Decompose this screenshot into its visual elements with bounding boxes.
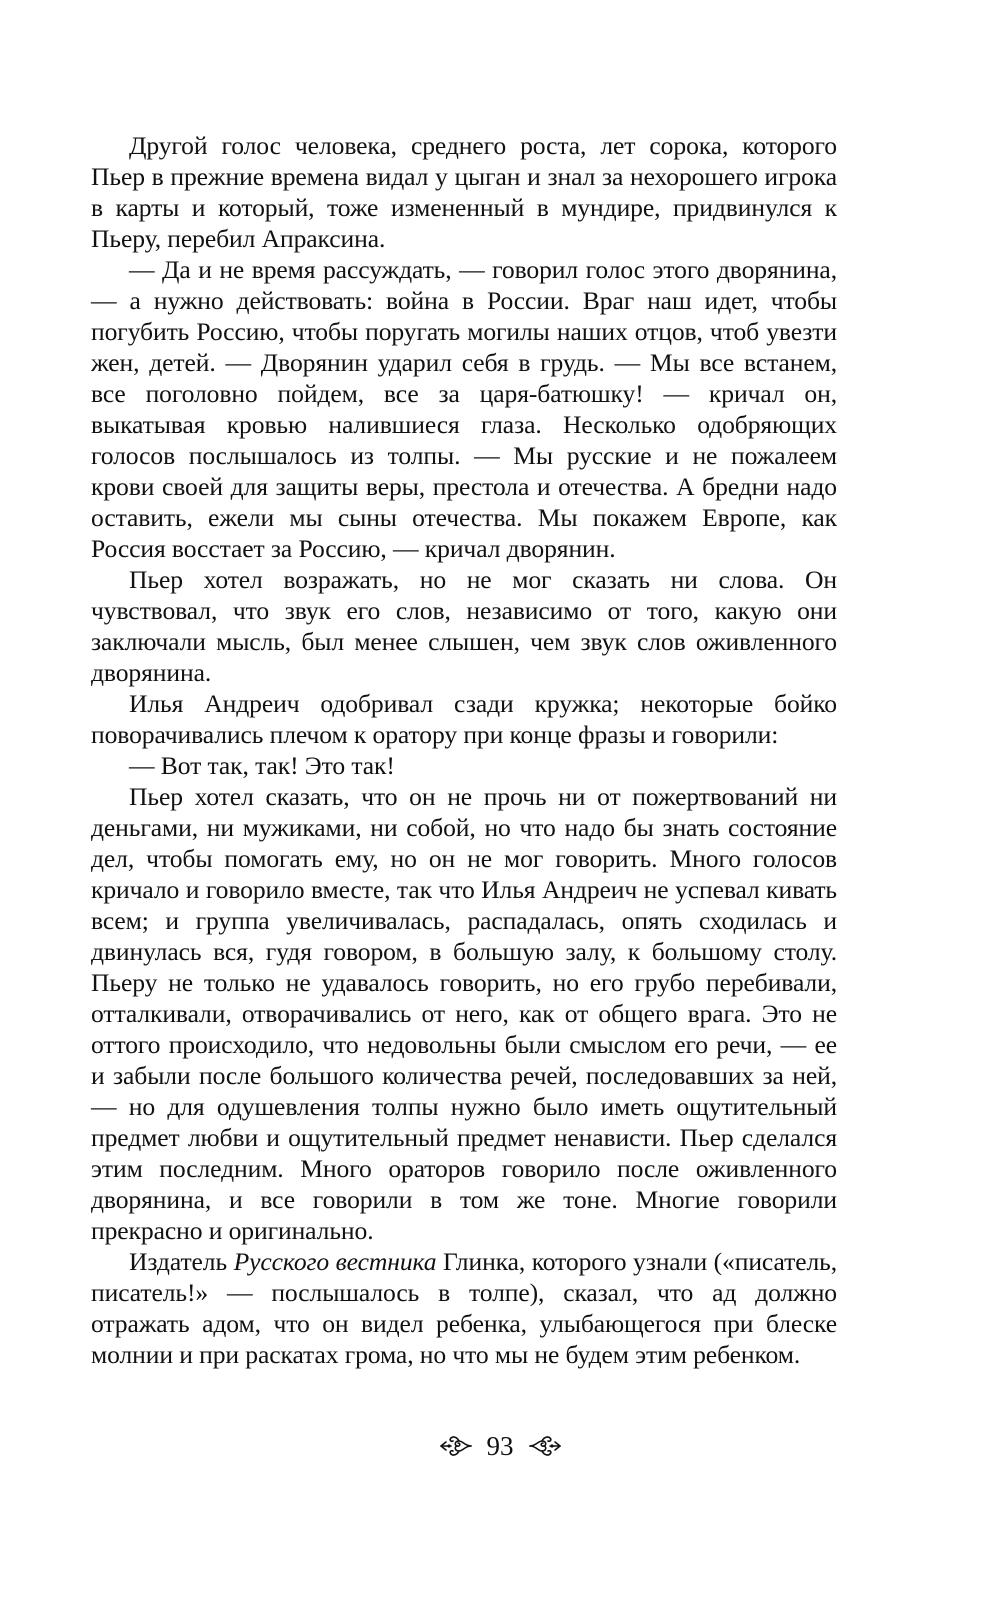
paragraph-last: [91, 1246, 837, 1370]
body-text: [91, 130, 837, 1370]
paragraph: Пьер хотел сказать, что он не прочь ни от пожертвований ни деньгами, ни мужиками, ни собой, но что надо бы знать состояние дел, чтобы помогать ему, но он не мог говорить. Много голосов кричало и говорило вместе, так что Илья Андреич не успевал кивать всем; и группа увеличивалась, распадалась, опять сходилась и двинулась вся, гудя говором, в большую залу, к большому столу. Пьеру не только не удавалось говорить, но его грубо перебивали, отталкивали, отворачивались от него, как от общего врага. Это не оттого происходило, что недовольны были смыслом его речи, — ее и забыли после большого количества речей, последовавших за ней, — но для одушевления толпы нужно было иметь ощутительный предмет любви и ощутительный предмет ненависти. Пьер сделался этим последним. Много ораторов говорило после оживленного дворянина, и все говорили в том же тоне. Многие говорили прекрасно и оригинально.: [91, 782, 837, 1245]
paragraph: Пьер хотел возражать, но не мог сказать ни слова. Он чувствовал, что звук его слов, независимо от того, какую они заключали мысль, был менее слышен, чем звук слов оживленного дворянина.: [91, 565, 837, 687]
paragraph-rest: Глинка, которого узнали («писатель, писатель!» — послышалось в толпе), сказал, что ад должно отражать адом, что он видел ребенка, улыбающегося при блеске молнии и при раскатах грома, но что мы не будем этим ребенком.: [91, 1247, 837, 1369]
page-footer: [0, 1426, 1000, 1466]
page-number: 93: [486, 1430, 514, 1461]
paragraph: Илья Андреич одобривал сзади кружка; некоторые бойко поворачивались плечом к оратору при конце фразы и говорили:: [91, 689, 837, 749]
paragraph-lead: Издатель: [129, 1247, 234, 1276]
journal-title: Русского вестника: [233, 1247, 437, 1276]
paragraph: — Вот так, так! Это так!: [129, 751, 395, 780]
paragraph: Другой голос человека, среднего роста, лет сорока, которого Пьер в прежние времена видал у цыган и знал за нехорошего игрока в карты и который, тоже измененный в мундире, придвинулся к Пьеру, перебил Апраксина.: [91, 131, 837, 253]
paragraph: — Да и не время рассуждать, — говорил голос этого дворянина, — а нужно действовать: война в России. Враг наш идет, чтобы погубить Россию, чтобы поругать могилы наших отцов, чтоб увезти жен, детей. — Дворянин ударил себя в грудь. — Мы все встанем, все поголовно пойдем, все за царя-батюшку! — кричал он, выкатывая кровью налившиеся глаза. Несколько одобряющих голосов послышалось из толпы. — Мы русские и не пожалеем крови своей для защиты веры, престола и отечества. А бредни надо оставить, ежели мы сыны отечества. Мы покажем Европе, как Россия восстает за Россию, — кричал дворянин.: [91, 255, 837, 563]
flourish-left-icon: [437, 1433, 473, 1459]
flourish-right-icon: [528, 1433, 564, 1459]
